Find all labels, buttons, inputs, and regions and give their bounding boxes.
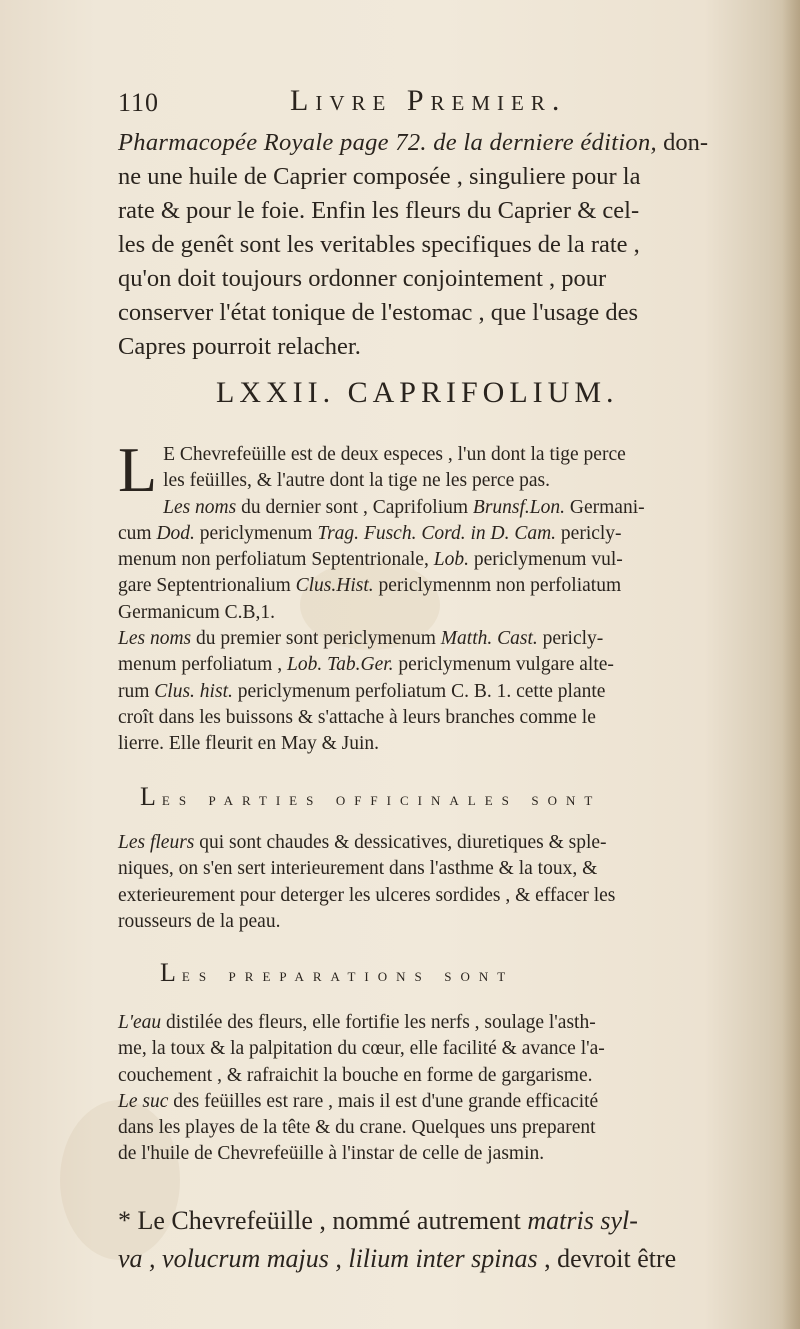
paragraph-note [118, 1202, 766, 1278]
italic-text: Dod. [156, 522, 195, 544]
text-run: pericly- [556, 522, 622, 544]
paragraph-top-line [118, 194, 766, 228]
paragraph-preparations-line [118, 1115, 766, 1141]
text-run: periclymenum [194, 522, 318, 544]
paragraph-top-line [118, 160, 766, 194]
text-run: rum [118, 680, 155, 702]
text-run: croît dans les buissons & s'attache à leurs branches comme le [118, 706, 596, 728]
italic-text: va , volucrum majus , lilium inter spinas [118, 1244, 538, 1273]
paragraph-main [118, 434, 766, 758]
paragraph-main-line [118, 573, 766, 599]
text-run: E Chevrefeüille est de deux especes , l'un dont la tige perce [163, 444, 626, 465]
paragraph-parts-line [118, 909, 766, 935]
paragraph-main-line [118, 442, 766, 468]
text-run: menum non perfoliatum Septentrionale, [118, 549, 434, 571]
subhead-initial: L [140, 782, 162, 811]
paragraph-preparations-line [118, 1141, 766, 1167]
paragraph-main-line [118, 600, 766, 626]
italic-text: Pharmacopée Royale page 72. de la derniere édition, [118, 129, 657, 156]
text-run: lierre. Elle fleurit en May & Juin. [118, 733, 380, 755]
text-run: cum [118, 522, 157, 544]
italic-text: Brunsf.Lon. [472, 496, 566, 518]
text-run: * Le Chevrefeüille , nommé autrement [118, 1206, 528, 1235]
text-run: Capres pourroit relacher. [118, 333, 361, 360]
text-run: periclymenum perfoliatum C. B. 1. cette plante [232, 680, 606, 702]
italic-text: Clus. hist. [154, 680, 233, 702]
text-run: de l'huile de Chevrefeüille à l'instar de celle de jasmin. [118, 1143, 545, 1165]
paragraph-note-line [118, 1202, 766, 1240]
page-number: 110 [118, 88, 160, 117]
paragraph-main-line [118, 679, 766, 705]
text-run: Germani- [565, 496, 645, 518]
text-run: couchement , & rafraichit la bouche en forme de gargarisme. [118, 1064, 593, 1086]
page-header [118, 84, 638, 124]
paragraph-main-line [118, 468, 766, 494]
paragraph-preparations-line [118, 1010, 766, 1036]
text-run: don- [656, 129, 708, 156]
drop-cap: L [118, 434, 158, 505]
italic-text: Les fleurs [118, 832, 195, 853]
text-run: niques, on s'en sert interieurement dans l'asthme & la toux, & [118, 858, 598, 880]
paragraph-top-line [118, 330, 766, 364]
paragraph-main-line [118, 495, 766, 521]
text-run: du premier sont periclymenum [191, 628, 441, 650]
text-run: dans les playes de la tête & du crane. Quelques uns preparent [118, 1117, 596, 1139]
italic-text: Le suc [118, 1090, 169, 1112]
text-run: qui sont chaudes & dessicatives, diuretiques & sple- [194, 832, 607, 853]
text-run: gare Septentrionalium [118, 575, 296, 597]
italic-text: Lob. [433, 549, 469, 571]
text-run: exterieurement pour deterger les ulceres sordides , & effacer les [118, 884, 616, 906]
text-run: periclymenum vul- [468, 549, 623, 571]
subhead-initial: L [160, 958, 182, 987]
paragraph-top-line [118, 228, 766, 262]
paragraph-main-line [118, 521, 766, 547]
paragraph-note-line [118, 1240, 766, 1278]
main-lines [118, 434, 766, 758]
text-run: les feüilles, & l'autre dont la tige ne les perce pas. [163, 470, 550, 492]
text-run: du dernier sont , Caprifolium [236, 496, 473, 518]
text-run: pericly- [537, 628, 604, 650]
running-title: Livre Premier. [290, 84, 567, 117]
italic-text: Trag. Fusch. Cord. in D. Cam. [317, 522, 557, 544]
text-run: rate & pour le foie. Enfin les fleurs du Caprier & cel- [118, 197, 640, 224]
paragraph-preparations-line [118, 1089, 766, 1115]
text-run: menum perfoliatum , [118, 654, 287, 676]
paragraph-main-line [118, 626, 766, 652]
paragraph-top [118, 126, 766, 364]
text-run: les de genêt sont les veritables specifiques de la rate , [118, 231, 640, 258]
paragraph-main-line [118, 731, 766, 757]
text-run: qu'on doit toujours ordonner conjointement , pour [118, 265, 607, 292]
italic-text: matris syl- [527, 1206, 638, 1235]
paragraph-parts-line [118, 883, 766, 909]
paragraph-top-line [118, 126, 766, 160]
italic-text: Lob. Tab.Ger. [286, 654, 394, 676]
subhead-preparations [160, 958, 514, 988]
text-run: distilée des fleurs, elle fortifie les nerfs , soulage l'asth- [161, 1012, 596, 1033]
italic-text: Matth. Cast. [440, 628, 538, 650]
italic-text: Les noms [163, 496, 237, 518]
italic-text: Les noms [118, 628, 192, 650]
section-title: LXXII. CAPRIFOLIUM. [216, 376, 619, 409]
subhead-rest: es parties officinales sont [161, 789, 602, 809]
text-run: rousseurs de la peau. [118, 910, 281, 932]
paragraph-preparations-line [118, 1063, 766, 1089]
paragraph-main-line [118, 705, 766, 731]
text-run: periclymennm non perfoliatum [373, 575, 622, 597]
paragraph-preparations-line [118, 1036, 766, 1062]
text-run: Germanicum C.B,1. [118, 601, 276, 623]
italic-text: L'eau [118, 1012, 162, 1033]
text-run: des feüilles est rare , mais il est d'une grande efficacité [168, 1090, 599, 1112]
subhead-rest: es preparations sont [181, 965, 515, 985]
italic-text: Clus.Hist. [295, 575, 374, 597]
paragraph-parts-line [118, 856, 766, 882]
subhead-parts [140, 782, 601, 812]
text-run: ne une huile de Caprier composée , singuliere pour la [118, 163, 641, 190]
text-run: periclymenum vulgare alte- [393, 654, 614, 676]
paragraph-parts [118, 830, 766, 935]
paragraph-main-line [118, 652, 766, 678]
text-run: , devroit être [537, 1244, 677, 1273]
paragraph-parts-line [118, 830, 766, 856]
text-run: me, la toux & la palpitation du cœur, elle facilité & avance l'a- [118, 1038, 605, 1060]
paragraph-top-line [118, 296, 766, 330]
paragraph-main-line [118, 547, 766, 573]
paragraph-top-line [118, 262, 766, 296]
paragraph-preparations [118, 1010, 766, 1168]
text-run: conserver l'état tonique de l'estomac , que l'usage des [118, 299, 639, 326]
